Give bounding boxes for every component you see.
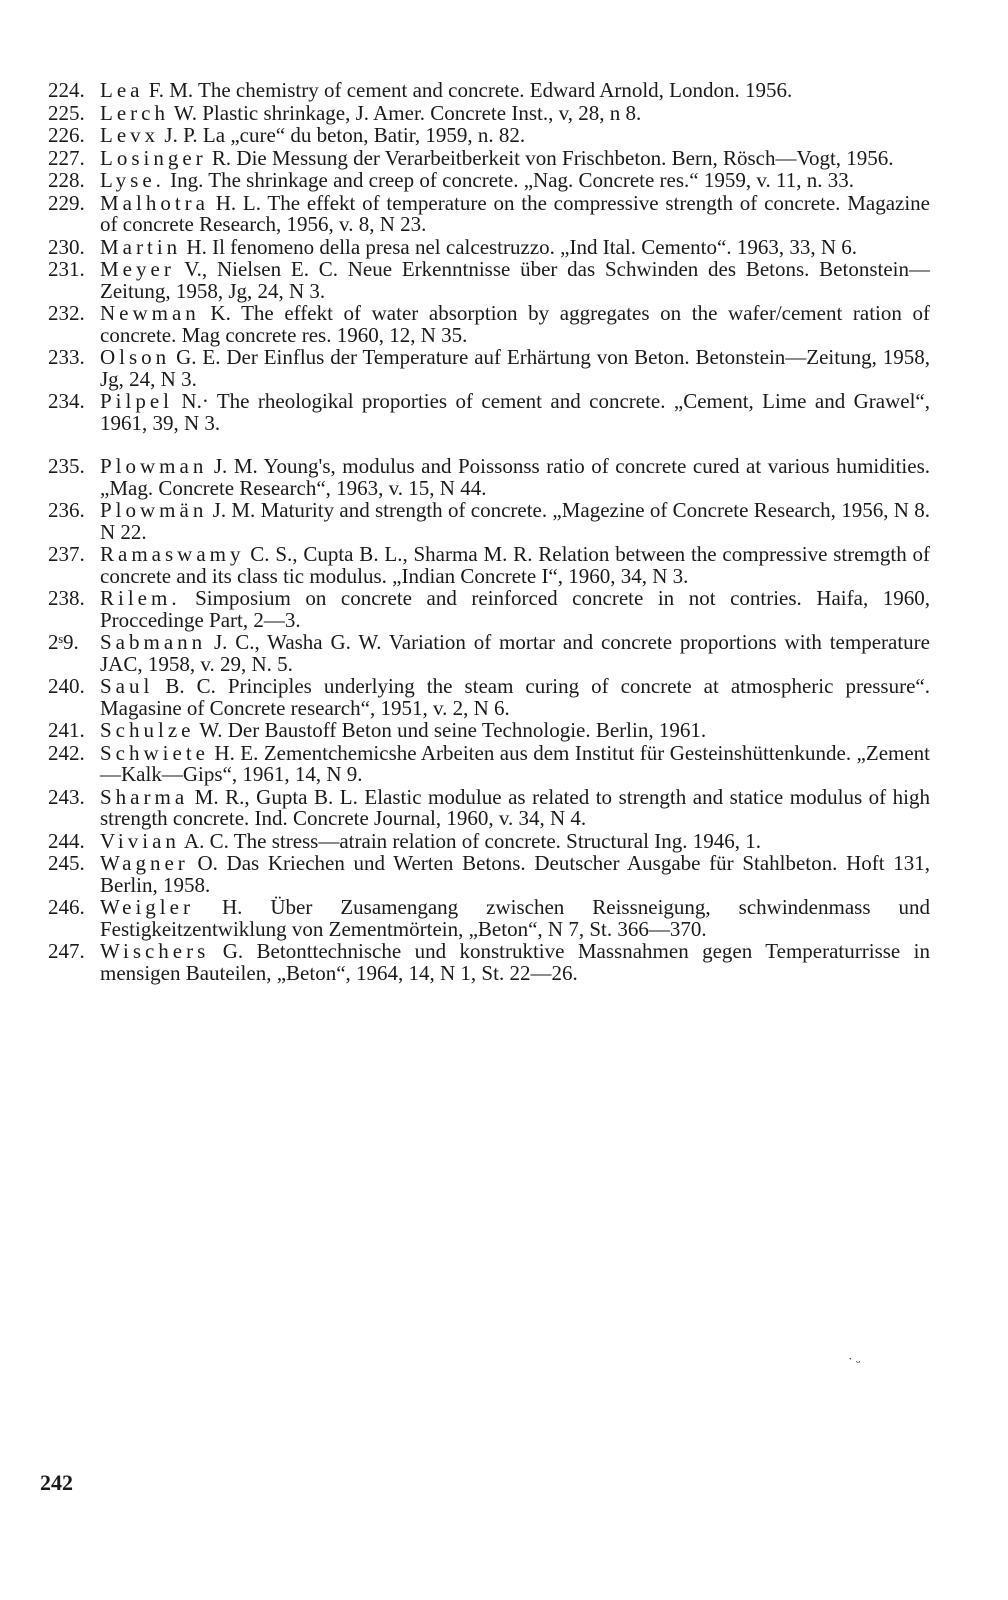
reference-text: N.· The rheologikal proporties of cement and concrete. „Cement, Lime and Grawel“, 1961, 39, N 3. — [100, 389, 930, 435]
reference-author: Sharma — [100, 784, 189, 809]
reference-body — [100, 303, 930, 346]
reference-body — [100, 544, 930, 587]
reference-item — [48, 456, 930, 499]
reference-number: 247. — [48, 939, 85, 963]
reference-item — [48, 544, 930, 587]
reference-text: G. E. Der Einflus der Temperature auf Erhärtung von Beton. Betonstein—Zeitung, 1958, Jg, 24, N 3. — [100, 345, 930, 391]
reference-number: 238. — [48, 586, 85, 610]
reference-body — [100, 720, 930, 742]
reference-item — [48, 897, 930, 940]
reference-author: Plowmän — [100, 498, 208, 522]
reference-number: 237. — [48, 542, 85, 566]
reference-body — [100, 170, 930, 192]
reference-number: 229. — [48, 190, 85, 215]
reference-body — [100, 391, 930, 434]
reference-body — [100, 347, 930, 390]
reference-text: V., Nielsen E. C. Neue Erkenntnisse über das Schwinden des Betons. Betonstein—Zeitung, 1958, Jg, 24, N 3. — [100, 257, 930, 303]
reference-text: C. S., Cupta B. L., Sharma M. R. Relation between the compressive stremgth of concrete and its class tic modulus. „Indian Concrete I“, 1960, 34, N 3. — [100, 542, 930, 588]
reference-number: 234. — [48, 389, 85, 413]
reference-number: 230. — [48, 234, 85, 259]
reference-text: J. M. Maturity and strength of concrete. „Magezine of Concrete Research, 1956, N 8. N 22. — [100, 498, 930, 544]
reference-author: Wischers — [100, 939, 210, 963]
reference-author: Plowman — [100, 454, 208, 478]
reference-author: Vivian — [100, 828, 180, 853]
reference-author: Lyse. — [100, 168, 165, 192]
reference-item — [48, 632, 930, 675]
reference-author: Levx — [100, 123, 160, 147]
reference-author: Saul — [100, 674, 154, 698]
reference-number: 242. — [48, 740, 85, 765]
reference-item — [48, 100, 930, 125]
reference-number: 243. — [48, 784, 85, 809]
reference-body — [100, 588, 930, 631]
reference-body — [100, 80, 930, 102]
reference-author: Schulze — [100, 718, 195, 742]
reference-number: 235. — [48, 454, 85, 478]
reference-author: Lea — [100, 78, 144, 102]
reference-item — [48, 259, 930, 302]
margin-mark: ˙ ᵕ — [848, 1356, 861, 1371]
reference-text: B. C. Principles underlying the steam curing of concrete at atmospheric pressure“. Magasine of Concrete research“, 1951, v. 2, N 6. — [100, 674, 930, 720]
reference-item — [48, 828, 930, 853]
reference-body — [100, 259, 930, 302]
reference-item — [48, 740, 930, 786]
reference-number: 232. — [48, 301, 85, 325]
reference-body — [100, 897, 930, 940]
reference-text: W. Plastic shrinkage, J. Amer. Concrete Inst., v, 28, n 8. — [168, 100, 642, 125]
reference-text: Ing. The shrinkage and creep of concrete. „Nag. Concrete res.“ 1959, v. 11, n. 33. — [164, 168, 854, 192]
reference-item — [48, 80, 930, 102]
reference-body — [100, 456, 930, 499]
reference-item — [48, 145, 930, 170]
reference-item — [48, 391, 930, 434]
reference-body — [100, 853, 930, 896]
reference-number: 244. — [48, 828, 85, 853]
reference-body — [100, 941, 930, 984]
reference-author: Sabmann — [100, 630, 207, 654]
reference-text: J. P. La „cure“ du beton, Batir, 1959, n. 82. — [159, 123, 526, 147]
reference-number: 246. — [48, 895, 85, 919]
reference-author: Meyer — [100, 257, 175, 281]
reference-number: 241. — [48, 718, 85, 742]
reference-text: J. M. Young's, modulus and Poissonss ratio of concrete cured at various humidities. „Mag. Concrete Research“, 1963, v. 15, N 44. — [100, 454, 930, 500]
reference-body — [100, 676, 930, 719]
reference-number: 231. — [48, 257, 85, 281]
reference-item — [48, 941, 930, 984]
reference-text: O. Das Kriechen und Werten Betons. Deutscher Ausgabe für Stahlbeton. Hoft 131, Berlin, 1958. — [100, 851, 930, 897]
reference-author: Wagner — [100, 851, 189, 875]
reference-item — [48, 588, 930, 631]
reference-number: 225. — [48, 100, 85, 125]
reference-number: 226. — [48, 123, 85, 147]
reference-author: Newman — [100, 301, 200, 325]
reference-number: 227. — [48, 145, 85, 170]
reference-author: Malhotra — [100, 190, 209, 215]
reference-item — [48, 234, 930, 259]
reference-text: H. Il fenomeno della presa nel calcestruzzo. „Ind Ital. Cemento“. 1963, 33, N 6. — [181, 234, 858, 259]
reference-number: 236. — [48, 498, 85, 522]
reference-text: H. L. The effekt of temperature on the compressive strength of concrete. Magazine of concrete Research, 1956, v. 8, N 23. — [100, 190, 930, 236]
reference-number: 233. — [48, 345, 85, 369]
reference-item — [48, 347, 930, 390]
reference-text: Simposium on concrete and reinforced concrete in not contries. Haifa, 1960, Proccedinge Part, 2—3. — [100, 586, 930, 632]
reference-body — [100, 125, 930, 147]
reference-author: Lerch — [100, 100, 169, 125]
reference-text: A. C. The stress—atrain relation of concrete. Structural Ing. 1946, 1. — [179, 828, 761, 853]
reference-author: Pilpel — [100, 389, 174, 413]
reference-text: F. M. The chemistry of cement and concrete. Edward Arnold, London. 1956. — [143, 78, 793, 102]
reference-author: Martin — [100, 234, 182, 259]
reference-author: Ramaswamy — [100, 542, 245, 566]
reference-text: G. Betonttechnische und konstruktive Massnahmen gegen Temperaturrisse in mensigen Bauteilen, „Beton“, 1964, 14, N 1, St. 22—26. — [100, 939, 930, 985]
reference-text: M. R., Gupta B. L. Elastic modulue as related to strength and statice modulus of high strength concrete. Ind. Concrete Journal, 1960, v. 34, N 4. — [100, 784, 930, 830]
reference-item — [48, 170, 930, 192]
reference-item — [48, 303, 930, 346]
reference-number: 240. — [48, 674, 85, 698]
reference-body — [100, 234, 930, 259]
reference-text: H. Über Zusamengang zwischen Reissneigung, schwindenmass und Festigkeitzentwiklung von Zementmörtein, „Beton“, N 7, St. 366—370. — [100, 895, 930, 941]
reference-body — [100, 145, 930, 170]
reference-list — [48, 80, 930, 985]
reference-body — [100, 100, 930, 125]
reference-item — [48, 676, 930, 719]
reference-item — [48, 190, 930, 236]
reference-body — [100, 500, 930, 543]
reference-body — [100, 740, 930, 786]
page-number: 242 — [40, 1470, 73, 1495]
reference-body — [100, 190, 930, 236]
reference-author: Weigler — [100, 895, 194, 919]
reference-item — [48, 784, 930, 830]
reference-author: Olson — [100, 345, 171, 369]
reference-number: 2ˢ9. — [48, 630, 79, 654]
reference-body — [100, 784, 930, 830]
reference-body — [100, 632, 930, 675]
reference-author: Rilem. — [100, 586, 181, 610]
reference-item — [48, 125, 930, 147]
reference-text: R. Die Messung der Verarbeitberkeit von Frischbeton. Bern, Rösch—Vogt, 1956. — [206, 145, 894, 170]
reference-item — [48, 500, 930, 543]
reference-text: W. Der Baustoff Beton und seine Technologie. Berlin, 1961. — [194, 718, 707, 742]
reference-number: 228. — [48, 168, 85, 192]
reference-body — [100, 828, 930, 853]
reference-number: 245. — [48, 851, 85, 875]
reference-text: J. C., Washa G. W. Variation of mortar and concrete proportions with temperature JAC, 1958, v. 29, N. 5. — [100, 630, 930, 676]
reference-item — [48, 853, 930, 896]
reference-item — [48, 720, 930, 742]
reference-text: H. E. Zementchemicshe Arbeiten aus dem Institut für Gesteinshüttenkunde. „Zement—Kalk—Gips“, 1961, 14, N 9. — [100, 740, 930, 786]
reference-author: Losinger — [100, 145, 207, 170]
reference-author: Schwiete — [100, 740, 209, 765]
reference-number: 224. — [48, 78, 85, 102]
reference-text: K. The effekt of water absorption by aggregates on the wafer/cement ration of concrete. Mag concrete res. 1960, 12, N 35. — [100, 301, 930, 347]
